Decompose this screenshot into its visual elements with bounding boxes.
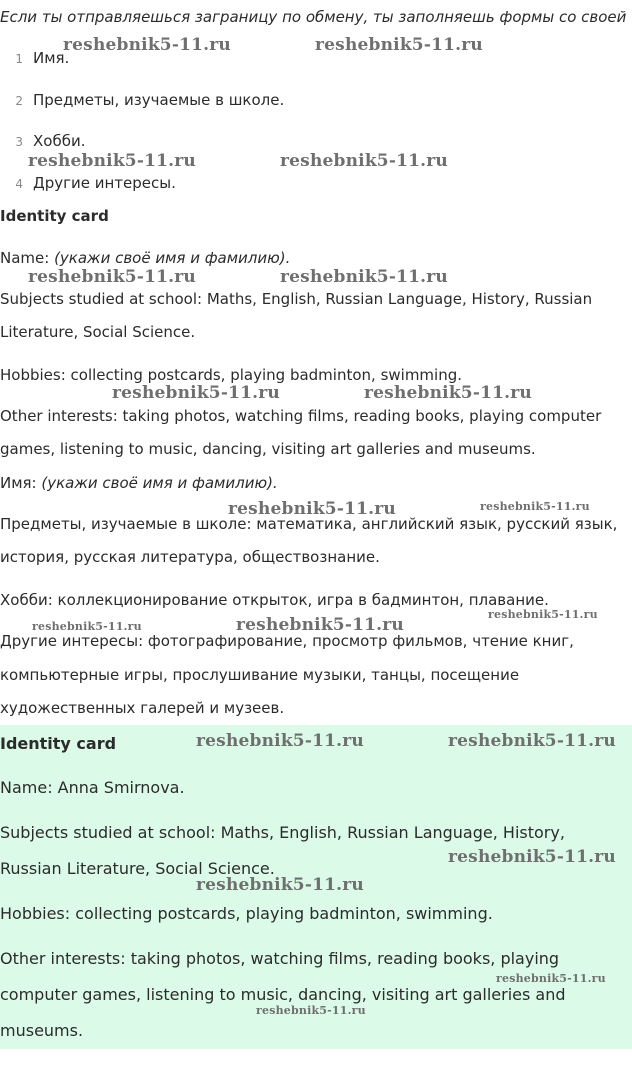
list-item: 2 Предметы, изучаемые в школе. — [15, 91, 285, 109]
watermark: reshebnik5-11.ru — [364, 383, 532, 403]
task-intro: Если ты отправляешься заграницу по обмену, ты заполняешь формы со своей — [0, 8, 627, 26]
answer-interests: Other interests: taking photos, watching films, reading books, playing — [0, 949, 560, 968]
watermark: reshebnik5-11.ru — [448, 847, 616, 867]
name-line: Name: (укажи своё имя и фамилию). — [0, 249, 291, 267]
name-line-ru: Имя: (укажи своё имя и фамилию). — [0, 474, 278, 492]
watermark: reshebnik5-11.ru — [256, 1004, 366, 1017]
hobbies-line: Hobbies: collecting postcards, playing badminton, swimming. — [0, 366, 463, 384]
interests-line-ru-cont2: художественных галерей и музеев. — [0, 699, 285, 717]
watermark: reshebnik5-11.ru — [315, 35, 483, 55]
list-item: 3 Хобби. — [15, 132, 86, 150]
interests-line-ru: Другие интересы: фотографирование, просмотр фильмов, чтение книг, — [0, 632, 574, 650]
subjects-line-ru-cont: история, русская литература, обществознание. — [0, 548, 380, 566]
subjects-line: Subjects studied at school: Maths, English, Russian Language, History, Russian — [0, 290, 593, 308]
watermark: reshebnik5-11.ru — [28, 151, 196, 171]
watermark: reshebnik5-11.ru — [496, 972, 606, 985]
interests-line: Other interests: taking photos, watching films, reading books, playing computer — [0, 407, 602, 425]
watermark: reshebnik5-11.ru — [32, 620, 142, 633]
list-item: 1 Имя. — [15, 49, 70, 67]
watermark: reshebnik5-11.ru — [488, 608, 598, 621]
answer-subjects-cont: Russian Literature, Social Science. — [0, 859, 275, 878]
answer-hobbies: Hobbies: collecting postcards, playing badminton, swimming. — [0, 904, 493, 923]
list-item: 4 Другие интересы. — [15, 174, 176, 192]
watermark: reshebnik5-11.ru — [112, 383, 280, 403]
answer-interests-cont: computer games, listening to music, dancing, visiting art galleries and — [0, 985, 566, 1004]
subjects-line-cont: Literature, Social Science. — [0, 323, 196, 341]
watermark: reshebnik5-11.ru — [196, 731, 364, 751]
answer-interests-cont2: museums. — [0, 1021, 84, 1040]
watermark: reshebnik5-11.ru — [480, 500, 590, 513]
answer-name: Name: Anna Smirnova. — [0, 778, 185, 797]
watermark: reshebnik5-11.ru — [196, 875, 364, 895]
answer-heading: Identity card — [0, 734, 117, 753]
watermark: reshebnik5-11.ru — [28, 267, 196, 287]
hobbies-line-ru: Хобби: коллекционирование открыток, игра в бадминтон, плавание. — [0, 591, 549, 609]
watermark: reshebnik5-11.ru — [280, 267, 448, 287]
watermark: reshebnik5-11.ru — [63, 35, 231, 55]
watermark: reshebnik5-11.ru — [228, 499, 396, 519]
watermark: reshebnik5-11.ru — [448, 731, 616, 751]
watermark: reshebnik5-11.ru — [280, 151, 448, 171]
card-heading: Identity card — [0, 207, 109, 225]
watermark: reshebnik5-11.ru — [236, 615, 404, 635]
interests-line-ru-cont: компьютерные игры, прослушивание музыки, танцы, посещение — [0, 666, 520, 684]
subjects-line-ru: Предметы, изучаемые в школе: математика, английский язык, русский язык, — [0, 515, 618, 533]
answer-subjects: Subjects studied at school: Maths, English, Russian Language, History, — [0, 823, 565, 842]
interests-line-cont: games, listening to music, dancing, visiting art galleries and museums. — [0, 440, 536, 458]
